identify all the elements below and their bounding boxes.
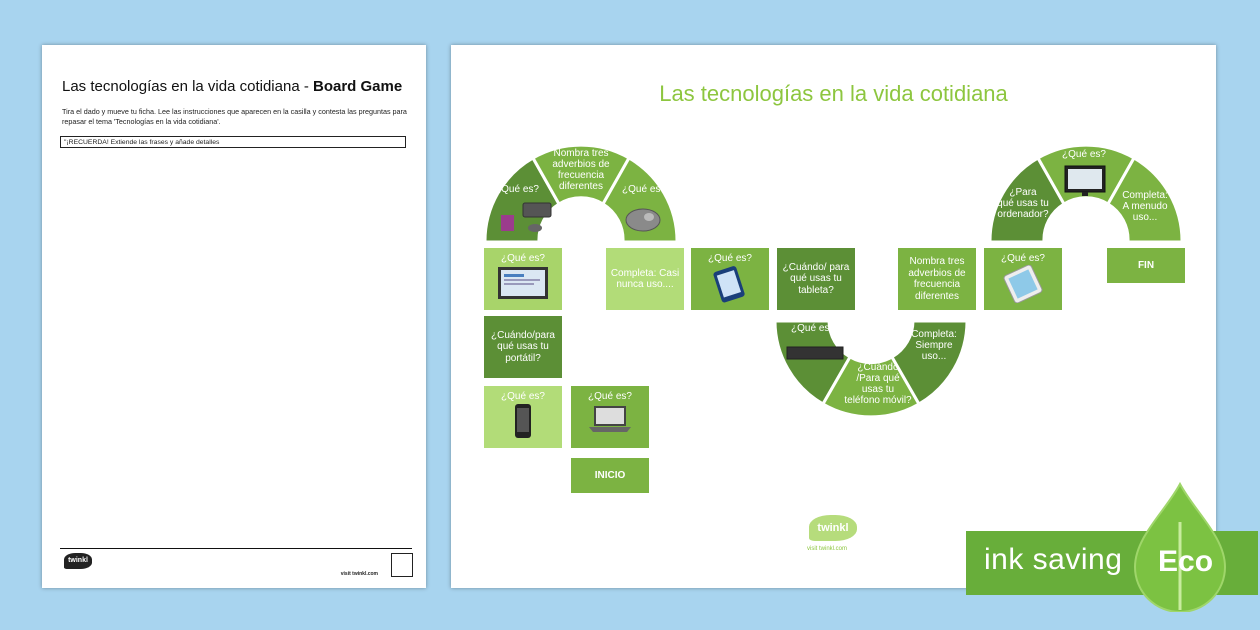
board-tile-ereader	[691, 248, 769, 310]
board-tile-ipad	[984, 248, 1062, 310]
monitor-icon	[1065, 166, 1105, 196]
twinkl-logo-icon: twinkl	[809, 515, 857, 541]
wedge-label: ¿Qué es?	[495, 184, 539, 195]
arc-right	[990, 145, 1182, 242]
finish-tile: FIN	[1107, 248, 1185, 283]
game-board-sheet	[451, 45, 1216, 588]
tablet-icon	[998, 265, 1048, 303]
wedge-label: ¿Para qué usas tu ordenador?	[997, 187, 1049, 220]
sheet-title: Las tecnologías en la vida cotidiana - Board Game	[62, 78, 403, 95]
twinkl-logo-icon: twinkl	[64, 553, 92, 569]
smartphone-icon	[508, 403, 538, 439]
instructions-sheet	[42, 45, 426, 588]
arc-left	[485, 145, 677, 242]
desktop-screen-icon	[496, 265, 550, 303]
start-tile: INICIO	[571, 458, 649, 493]
tile-label: ¿Qué es?	[501, 253, 545, 264]
visit-link: visit twinkl.com	[340, 571, 378, 577]
eco-label: Eco	[1158, 545, 1214, 578]
e-reader-icon	[708, 265, 752, 303]
wedge-label: Nombra tres adverbios de frecuencia diferentes	[552, 148, 610, 192]
tile-label: ¿Qué es?	[501, 391, 545, 402]
wedge-label: ¿Qué es?	[791, 323, 835, 334]
board-tile-casi-nunca: Completa: Casi nunca uso....	[606, 248, 684, 310]
ink-saving-label: ink saving	[984, 543, 1123, 576]
wedge-label: Completa: Siempre uso...	[911, 329, 957, 362]
wedge-label: ¿Cuándo /Para qué usas tu teléfono móvil?	[844, 362, 912, 406]
keyboard-icon	[787, 347, 843, 359]
board-tile-monitor	[484, 248, 562, 310]
wedge-label: ¿Qué es?	[1062, 149, 1106, 160]
arc-middle	[775, 321, 967, 417]
visit-link: visit twinkl.com	[807, 546, 848, 552]
board-tile-portatil: ¿Cuándo/para qué usas tu portátil?	[484, 316, 562, 378]
computer-mouse-icon	[626, 209, 660, 231]
tile-label: ¿Qué es?	[708, 253, 752, 264]
wedge-label: ¿Qué es?	[622, 184, 666, 195]
footer-divider	[60, 548, 412, 549]
ink-saving-logo-icon	[391, 553, 413, 577]
sheet-instructions: Tira el dado y mueve tu ficha. Lee las instrucciones que aparecen en la casilla y contesta las preguntas para repasar el tema 'Tecnologías en la vida cotidiana'.	[62, 107, 407, 126]
board-tile-laptop	[571, 386, 649, 448]
remember-box: "¡RECUERDA! Extiende las frases y añade detalles	[60, 136, 406, 148]
board-arcs	[451, 45, 1216, 588]
board-tile-tableta: ¿Cuándo/ para qué usas tu tableta?	[777, 248, 855, 310]
tile-label: ¿Qué es?	[1001, 253, 1045, 264]
board-tile-phone	[484, 386, 562, 448]
wedge-label: Completa: A menudo uso...	[1122, 190, 1168, 223]
board-tile-nombra-tres: Nombra tres adverbios de frecuencia diferentes	[898, 248, 976, 310]
laptop-icon	[587, 403, 633, 433]
board-title: Las tecnologías en la vida cotidiana	[659, 81, 1008, 106]
tile-label: ¿Qué es?	[588, 391, 632, 402]
